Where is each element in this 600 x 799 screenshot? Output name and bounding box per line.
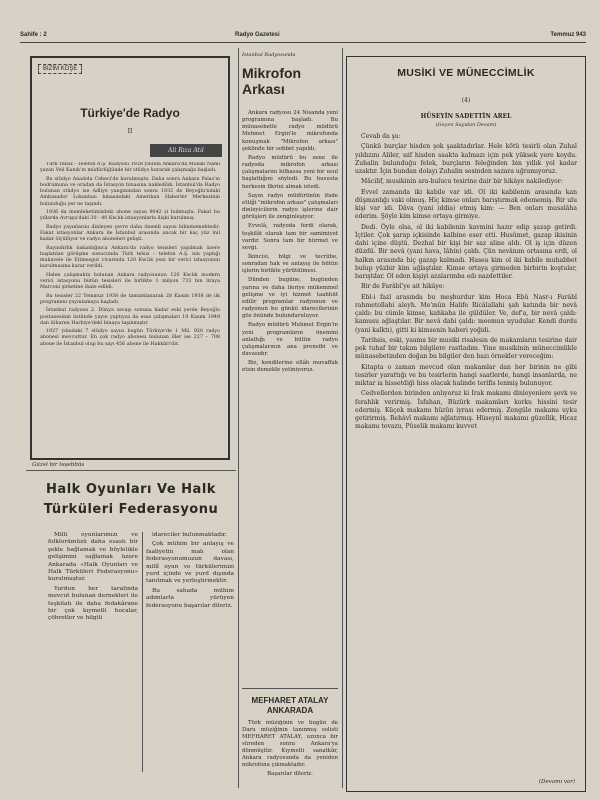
federation-title-line1: Halk Oyunları Ve Halk	[46, 482, 216, 497]
author-signature: Ali Rıza Atıl	[150, 144, 222, 157]
paragraph: Tarihsis, eski, yaama bir musiki risalesin de makamların tesirine dair pek tuhaf bir takım bilgilere rastladım. Yine musikinin müneccimlikle münasebetinden doğan bu bilgiler den bazı örnekler vereceğim:	[355, 336, 577, 361]
paragraph: Biz, kendilerine ellâh muvaffak etsin demekle yetiniyoruz.	[242, 360, 338, 374]
paragraph: Radyo yayınlarını dinleyen çevre daha önemli sayısı bilinmemektedir. Fakat istasyonlar Ankara ile İstanbul arasında ancak bir kaç yüz mil kadar ölçülüyor ve radyo aboneleri gelişti.	[40, 224, 220, 243]
article-title: Türkiye'de Radyo	[80, 106, 180, 120]
paragraph: İstanbul radyosu 2. Dünya savaşı sonuna kadar eski yerde Beyoğlu postanesinin üstünde yayın yaptıysa da esas çalışmaları 19 Kasım 1949 dan itibaren Harbiye'deki binaya taşınmıştır.	[40, 308, 220, 326]
paragraph: Çok mühim bir anlayış ve faaliyetin malı olan federasyonumuzun davası, millî oyun ve türkülerimizi yurd içinde ve yurd dışında tanıtmak ve yerleştirmektir.	[146, 541, 234, 585]
paragraph: 1927 yılındaki 7 stüdyo sayısı bugün Türkiye'de 1 Mil. 920 radyo abonesi mevcuttur. En çok radyo abonesi bulunan iller ise 227 – 708 abone ile İstanbul olup bu sayı 456 abone ile Hakkâri'dir.	[40, 329, 220, 347]
microphone-article	[242, 52, 338, 792]
paper-name: Radyo Gazetesi	[235, 32, 280, 38]
article-part: II	[127, 128, 133, 135]
paragraph: Ankara radyosu 24 Nisanda yeni programına başladı. Bu münasebetle radyo müdürü Mehmet Ergin'le mikrofonda konuşmak "Mikrofon arkası" şeklinde bir sohbet yapıldı.	[242, 110, 338, 152]
paragraph: Radyo müdürü Mehmet Ergin'in yeni programların önemini anlattığı ve bütün radyo çalışmalarının ana prensibi ve davasıdır.	[242, 322, 338, 357]
radio-article-box	[30, 56, 230, 460]
paragraph: Ebl-i fazl arasında bu meşhurdur kim Hoca Ebû Nasr-ı Farâbî rahmetollahi aleyh. Me'mûn Halife Ricâlallahi şah katında bir nevâ çaldı: bu cümle kimse, kahkaha ile güldüler. Ve, def'a, bir nevâ çaldı: kamusu ağlaştılar. Bir nevâ dahi çaldı: meemun uyudular. Kendi durdu (yani kalktı), gitti ki kimsenin haberi yoğidi.	[355, 293, 577, 334]
column-rule	[142, 532, 143, 772]
page-number: Sahife : 2	[20, 32, 47, 38]
paragraph: Bir de Farâbî'ye ait hikâye:	[361, 283, 445, 291]
issue-date: Temmuz 943	[550, 32, 586, 38]
paragraph: Halen çalışmakta bulunan Ankara radyosunun 120 Kw.lık modern verici istasyonu bütün tesisleri ile birlikte 1 milyon 733 bin liraya Marconi şirketine ihale edildi.	[40, 272, 220, 291]
page-header	[20, 30, 586, 43]
paragraph: Millî oyunlarımızı ve folklorümüzü daha esaslı bir şekle bağlamak ve böylelikle gelişimini sağlamak üzere Ankarada «Halk Oyunları ve Halk Türküleri Federasyonu» kurulmuştur.	[48, 532, 138, 583]
article-tag: Güzel bir teşebbüs	[32, 462, 85, 468]
article-tag: İstanbul Radyosunda	[242, 52, 296, 58]
column-rule	[342, 48, 343, 788]
atalay-title-line1: MEFHARET ATALAY	[251, 696, 329, 705]
paragraph: Yurdun her tarafında mevcut bulunan dernekleri ile teşkilatı ile daha fedakârane bir çok kıymetli hocalar, çöhretler ve hilgili	[48, 585, 138, 622]
paragraph: Sayın radyo müdürünün ifade ettiği "mikrofon arkası" çalışmaları dinleyicilerin radyo işlerine dair görüşleri ile zenginleşiyor.	[242, 192, 338, 221]
paragraph: Evvelâ, radyoda ferdi olarak, teşkilât olarak tam bir samimiyet vardır. Sonra tam bir hürmet ve sevgi.	[242, 223, 338, 251]
paragraph: Dedi. Öyle olsa, ol iki kabilenin kavmini hazır edip şazap getirdi. İçtiler. Çok şarap içkisinde kalbine eser etti. Husûmet, gazap ikisinin dahi içine düştü. Dezhal bir kişi bir saz aline aldı. Ol iş için düzen düzdü. Bir nevâ (yani hava, lâhin) çaldı. Çün nevânım ortasına erdi, ol halkın arasında hiç gazap kalmadı. Hasea kim ol iki kabile muhabbet bulup yüzbir kim ağlaştılar. Kimse ortaya girmeden birbirin koştular, barıştılar. Ol eden kişiyi azalarımba edı nazdettiler.	[355, 223, 577, 280]
part-number: (4)	[461, 97, 471, 104]
paragraph: Çünkü burçlar hisden şok şaaktadırlar. Hele kötü tesirli olan Zuhal yıldızını Aliler, sıif hisden saakta kalmazı için pek yüksek yere koydu. Zuhalin bulunduğu felek, burçların feleğinden bin yıllık yol kadar uzaktır. İçin bundan dolayı Zuhalin sesinden sazara uğramıyoruz.	[355, 143, 577, 175]
paragraph: Cevab da şu:	[361, 133, 401, 140]
paragraph: İkincisi, bilgi ve tecrübe, sonradan hak ve anlayış ile bütün işlerin birlikte yürütülmesi.	[242, 253, 338, 275]
federation-title-line2: Türküleri Federasyonu	[43, 502, 219, 517]
author-name: HÜSEYİN SADETTİN AREL	[420, 113, 512, 120]
continued-note: (Geçen Sayıdan Devam)	[435, 122, 497, 128]
divider	[26, 470, 236, 471]
paragraph: Türk müziğinin ve bugün de Daru müziğinin tanınmış solisti MEFHARET ATALAY, uzunca bir süreden sonra Ankara'ya dönmüştür. Kıymetli sanatkâr, Ankara radyosunda da yeniden mikrofona çıkmaktadır.	[242, 720, 338, 768]
paragraph: Bu stüdyo Anadolu Cebeci'de kurulmuştu. Daha sonra Ankara Palas'ın bodrumuna ve oradan da İstasyon binasına nakledildi. İstanbul'da Radyo bulunan stüdyo ise Adliye yangınından sonra 1932 de Beyoğlu'ndaki Ambasador Lokantası binasındaki Amerikan Haberler Merkezinin bulunduğu yer ne taşındı.	[40, 176, 220, 207]
music-title: MUSİKİ VE MÜNECCİMLİK	[397, 67, 535, 79]
divider	[242, 688, 338, 689]
federation-col-1	[48, 532, 138, 791]
atalay-title	[242, 696, 338, 716]
microphone-body	[242, 110, 338, 682]
paragraph: 1936 da memleketimizdeki abone sayısı 9042 yi bulmuştu. Fakat bu yıllarda Avrupa'daki 30 - 40 Kw.lık istasyonlarla ilişki kurulmuş.	[40, 210, 220, 222]
atalay-title-line2: ANKARADA	[266, 706, 314, 715]
paragraph: Bu sahada mühim adımlarla yürüyen federasyonu başarılar dileriz.	[146, 587, 234, 609]
music-body	[355, 133, 577, 773]
paragraph: Cedvellerden birinden anlıyoruz ki Irak makamı dinleyenlere şevk ve ferahlık verirmiş. İsfahan, Büzürk makamları korku hissini tesir edermiş. Küçek makamı hüzün iyrası edermiş. Zengüle makamı uyku getirirmiş. Rehâvî makamı ağlatırmış. Hüseynî makamı güzellik, Hicaz makamı tevazu, Pûselik makamı kuvvet	[355, 390, 577, 431]
continued-footer: (Devamı var)	[538, 779, 575, 785]
paragraph: Bayındırlık bakanlığınca Ankara'da radyo tesisleri yapılmak üzere başlatılan görüşme sonucunda Türk telsiz – telefon A.Ş. nin yaptığı mukavele ile Etimesgut civarında 120 Kw.lık yeni bir verici istasyonun kurulmasına karar verildi.	[40, 245, 220, 270]
column-rule	[238, 48, 239, 788]
microphone-title-line1: Mikrofon	[242, 65, 302, 81]
paragraph: Bu tesisler 22 Temmuz 1938 de tamamlanarak 28 Kasım 1938 de ilk programını yayınlamaya başladı.	[40, 293, 220, 305]
paragraph: idareciler bulunmaktadır.	[152, 532, 227, 538]
federation-col-2	[146, 532, 234, 791]
paragraph: Kitapta o zaman mevcud olan makamlar dan her birinin ne gibi tesirler yarattığı ve bu tesirlerin hangi saatlerde, hangi insanlarda, ne miktar ia hissetdiği hiss olacak halinde terifis lenmiş bulunuyor.	[355, 363, 577, 387]
microphone-title-line2: Arkası	[242, 81, 285, 97]
music-article-box	[346, 56, 586, 792]
paragraph: Evvel zamanda iki kabile var idi. Ol iki kabilenin arasında kan düşmanlığı vaki olmuş. Hiç kimse onları barıştırmak edememiş. Bir ulu kişi var idi. Dâva (yani iddia) etmiş kim: — Ben onları musalâha ederim. Şöyle kim kimse ortaya girmiye.	[355, 188, 577, 221]
atalay-body	[242, 720, 338, 791]
column-tag: BİZİM KÖŞE	[38, 64, 82, 74]
paragraph: Radyo müdürü bu sene ile radyoda mikrofon arkası çalışmalarını bilhassa yeni bir usul başlattığını söyledi. Bu hususta herkesin fikrini almak istedi.	[242, 154, 338, 190]
paragraph: Türk Telsiz - Telefon A.Ş. Radyosu 1928 yılında Ankara'da Musiki Nâmı yazan Veli Kanık'ın müdürlüğünde bir stüdyo kurarak çalışmağa başladı.	[40, 162, 220, 174]
closing-line: Başarılar dileriz.	[267, 771, 313, 777]
article-body	[40, 162, 220, 453]
paragraph: Dünden bugüne, bugünden yarına ve daha ileriye mükemmel gelişme ve iyi hizmet taahhüt edilir programlar radyonun ve radyonun bu günkü idarecilerinin göz önünde bulunduruluyor.	[242, 277, 338, 320]
paragraph: Mâcilif, musikinin ara-bulucu tesirine dair bir hikâye nakilediyor:	[361, 178, 563, 186]
federation-article	[26, 462, 236, 792]
